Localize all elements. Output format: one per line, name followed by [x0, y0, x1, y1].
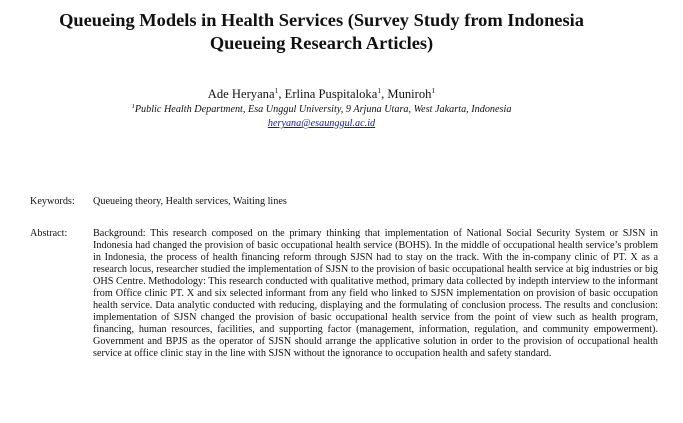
abstract-label: Abstract:	[30, 228, 68, 239]
paper-title-line-1: Queueing Models in Health Services (Survey Study from Indonesia	[59, 10, 584, 30]
affiliation	[0, 103, 643, 117]
paper-title-line-2: Queueing Research Articles)	[209, 33, 434, 53]
author-affiliation-mark: 1	[431, 86, 436, 95]
paper-title	[0, 9, 643, 55]
affiliation-text: Public Health Department, Esa Unggul University, 9 Arjuna Utara, West Jakarta, Indonesia	[134, 104, 512, 115]
email-line	[0, 117, 643, 131]
abstract-text: Background: This research composed on the primary thinking that implementation of National Social Security System or SJSN in Indonesia had changed the provision of basic occupational health service (BOHS). In the middle of occupational health service’s problem in Indonesia, the process of health financing reform through SJSN had to stay on the track. With the in-company clinic of PT. X as a research locus, researcher studied the implementation of SJSN to the provision of basic occupational health service at big industries or big OHS Centre. Methodology: This research conducted with qualitative method, primary data collected by indepth interview to the informant from Office clinic PT. X and six selected informant from any field who linked to SJSN implementation on provision of basic occupation health service. Data analytic conducted with reducing, displaying and the formulating of conclusion process. The results and conclusion: implementation of SJSN changed the provision of basic occupational health service from the point of view such as health program, financing, human resources, facilities, and supporting factor (management, information, regulation, and community empowerment). Government and BPJS as the operator of SJSN should arrange the applicative solution in order to the provision of occupational health service at office clinic stay in the line with SJSN without the ignorance to occupation health and safety standard.	[93, 228, 658, 359]
author-list: Ade Heryana$^1$, Erlina Puspitaloka$^1$, Muniroh$^1$	[207, 86, 436, 101]
email-link[interactable]: heryana@esaunggul.ac.id	[267, 118, 376, 129]
keywords-text: Queueing theory, Health services, Waiting lines	[93, 196, 287, 207]
affiliation-mark: 1	[131, 103, 135, 110]
author-affiliation-mark: 1	[377, 86, 382, 95]
author-affiliation-mark: 1	[274, 86, 279, 95]
author-name: Muniroh	[387, 87, 432, 101]
author-name: Ade Heryana	[207, 87, 275, 101]
author-name: Erlina Puspitaloka	[284, 87, 378, 101]
keywords-label: Keywords:	[30, 196, 75, 207]
